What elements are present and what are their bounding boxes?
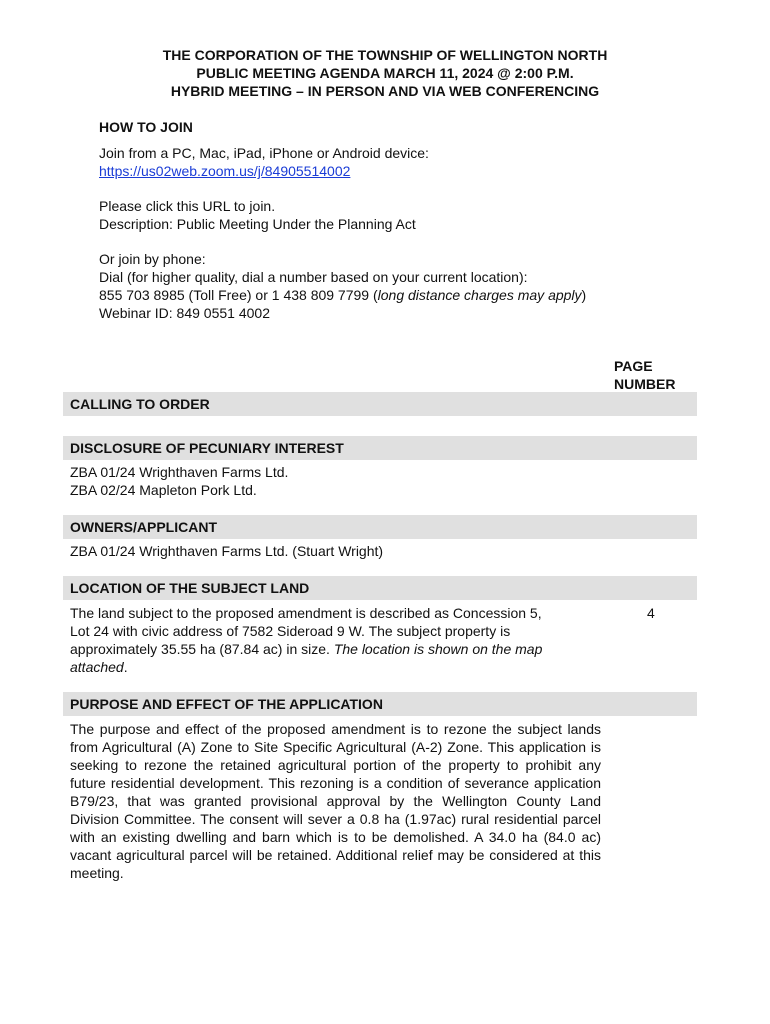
- agenda-header: [0, 46, 770, 100]
- section-calling-to-order: CALLING TO ORDER: [63, 392, 697, 416]
- phone-numbers: 855 703 8985 (Toll Free) or 1 438 809 7799 (long distance charges may apply): [99, 287, 587, 303]
- location-text: The land subject to the proposed amendment is described as Concession 5, Lot 24 with civic address of 7582 Sideroad 9 W. The subject property is approximately 35.55 ha (87.84 ac) in size. The location is shown on the map attached.: [70, 605, 543, 675]
- location-page-number: 4: [647, 605, 655, 621]
- zoom-link[interactable]: https://us02web.zoom.us/j/84905514002: [99, 163, 351, 179]
- section-purpose-effect: PURPOSE AND EFFECT OF THE APPLICATION: [63, 692, 697, 716]
- section-owners-applicant: OWNERS/APPLICANT: [63, 515, 697, 539]
- join-devices-text: Join from a PC, Mac, iPad, iPhone or Android device:: [99, 145, 429, 161]
- how-to-join-title: HOW TO JOIN: [99, 119, 193, 135]
- section-disclosure: DISCLOSURE OF PECUNIARY INTEREST: [63, 436, 697, 460]
- dial-instructions: Dial (for higher quality, dial a number based on your current location):: [99, 269, 528, 285]
- owners-text: ZBA 01/24 Wrighthaven Farms Ltd. (Stuart Wright): [70, 543, 384, 559]
- disclosure-text: ZBA 01/24 Wrighthaven Farms Ltd. ZBA 02/24 Mapleton Pork Ltd.: [70, 464, 289, 498]
- header-line-1: THE CORPORATION OF THE TOWNSHIP OF WELLINGTON NORTH: [162, 47, 608, 63]
- purpose-text: The purpose and effect of the proposed amendment is to rezone the subject lands from Agricultural (A) Zone to Site Specific Agricultural (A-2) Zone. This application is seeking to rezone the retained agricultural portion of the property to prohibit any future residential development. This rezoning is a condition of severance application B79/23, that was granted provisional approval by the Wellington County Land Division Committee. The consent will sever a 0.8 ha (1.97ac) rural residential parcel with an existing dwelling and barn which is to be demolished. A 34.0 ha (84.0 ac) vacant agricultural parcel will be retained. Additional relief may be considered at this meeting.: [70, 721, 601, 881]
- header-line-3: HYBRID MEETING – IN PERSON AND VIA WEB CONFERENCING: [170, 83, 600, 99]
- join-phone-text: Or join by phone:: [99, 251, 206, 267]
- header-line-2: PUBLIC MEETING AGENDA MARCH 11, 2024 @ 2:00 P.M.: [196, 65, 574, 81]
- meeting-description: Description: Public Meeting Under the Planning Act: [99, 216, 416, 232]
- section-location: LOCATION OF THE SUBJECT LAND: [63, 576, 697, 600]
- how-to-join: [99, 118, 699, 322]
- webinar-id: Webinar ID: 849 0551 4002: [99, 305, 270, 321]
- page-number-header: PAGE NUMBER: [614, 358, 676, 392]
- click-url-text: Please click this URL to join.: [99, 198, 276, 214]
